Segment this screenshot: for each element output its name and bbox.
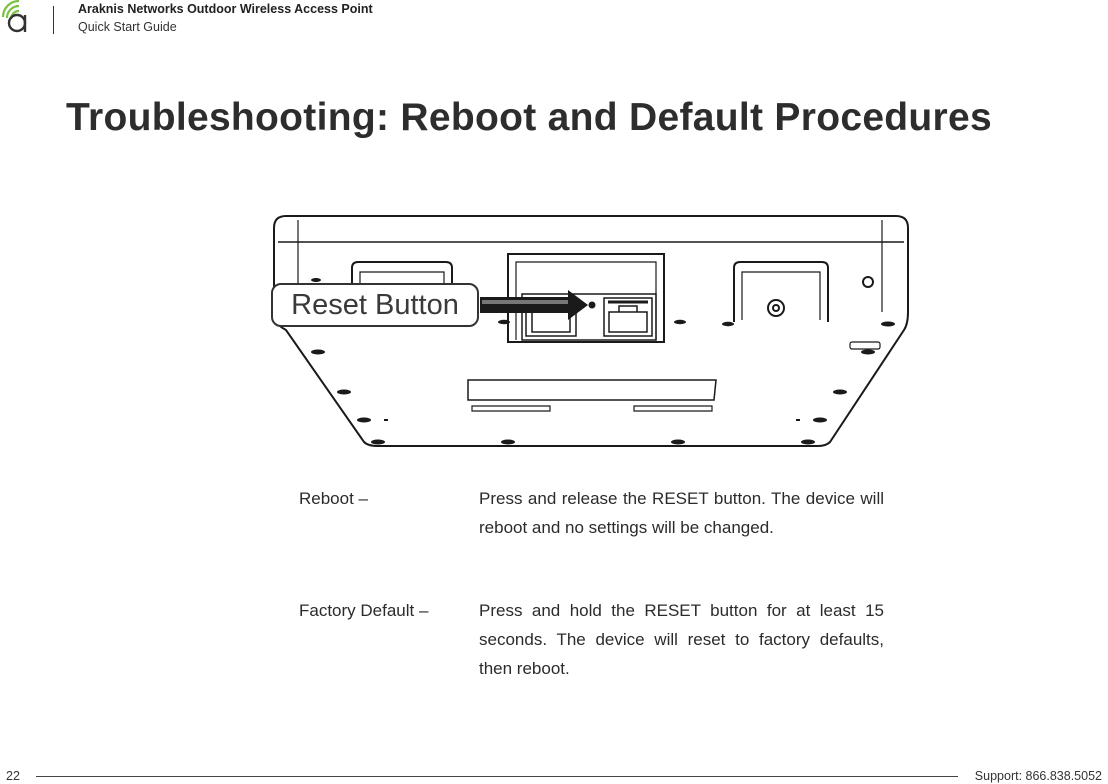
access-point-drawing bbox=[268, 212, 916, 452]
document-title: Araknis Networks Outdoor Wireless Access Point bbox=[78, 2, 373, 16]
procedure-description: Press and release the RESET button. The device will reboot and no settings will be changed. bbox=[479, 489, 884, 537]
header-divider bbox=[53, 6, 54, 34]
ethernet-port-icon bbox=[604, 298, 652, 336]
procedure-description: Press and hold the RESET button for at least 15 seconds. The device will reset to factory defaults, then reboot. bbox=[479, 601, 884, 678]
reset-button-callout: Reset Button bbox=[271, 283, 479, 327]
device-illustration bbox=[268, 212, 916, 452]
reset-button-icon bbox=[589, 302, 596, 309]
procedure-term: Factory Default – bbox=[299, 601, 429, 620]
page-number: 22 bbox=[6, 769, 20, 783]
procedure-term: Reboot – bbox=[299, 489, 368, 508]
page-title: Troubleshooting: Reboot and Default Procedures bbox=[66, 96, 993, 139]
support-phone: Support: 866.838.5052 bbox=[974, 769, 1102, 783]
footer-divider bbox=[36, 776, 958, 777]
araknis-logo-icon bbox=[0, 0, 46, 36]
document-subtitle: Quick Start Guide bbox=[78, 20, 177, 34]
page-header bbox=[0, 0, 1108, 40]
